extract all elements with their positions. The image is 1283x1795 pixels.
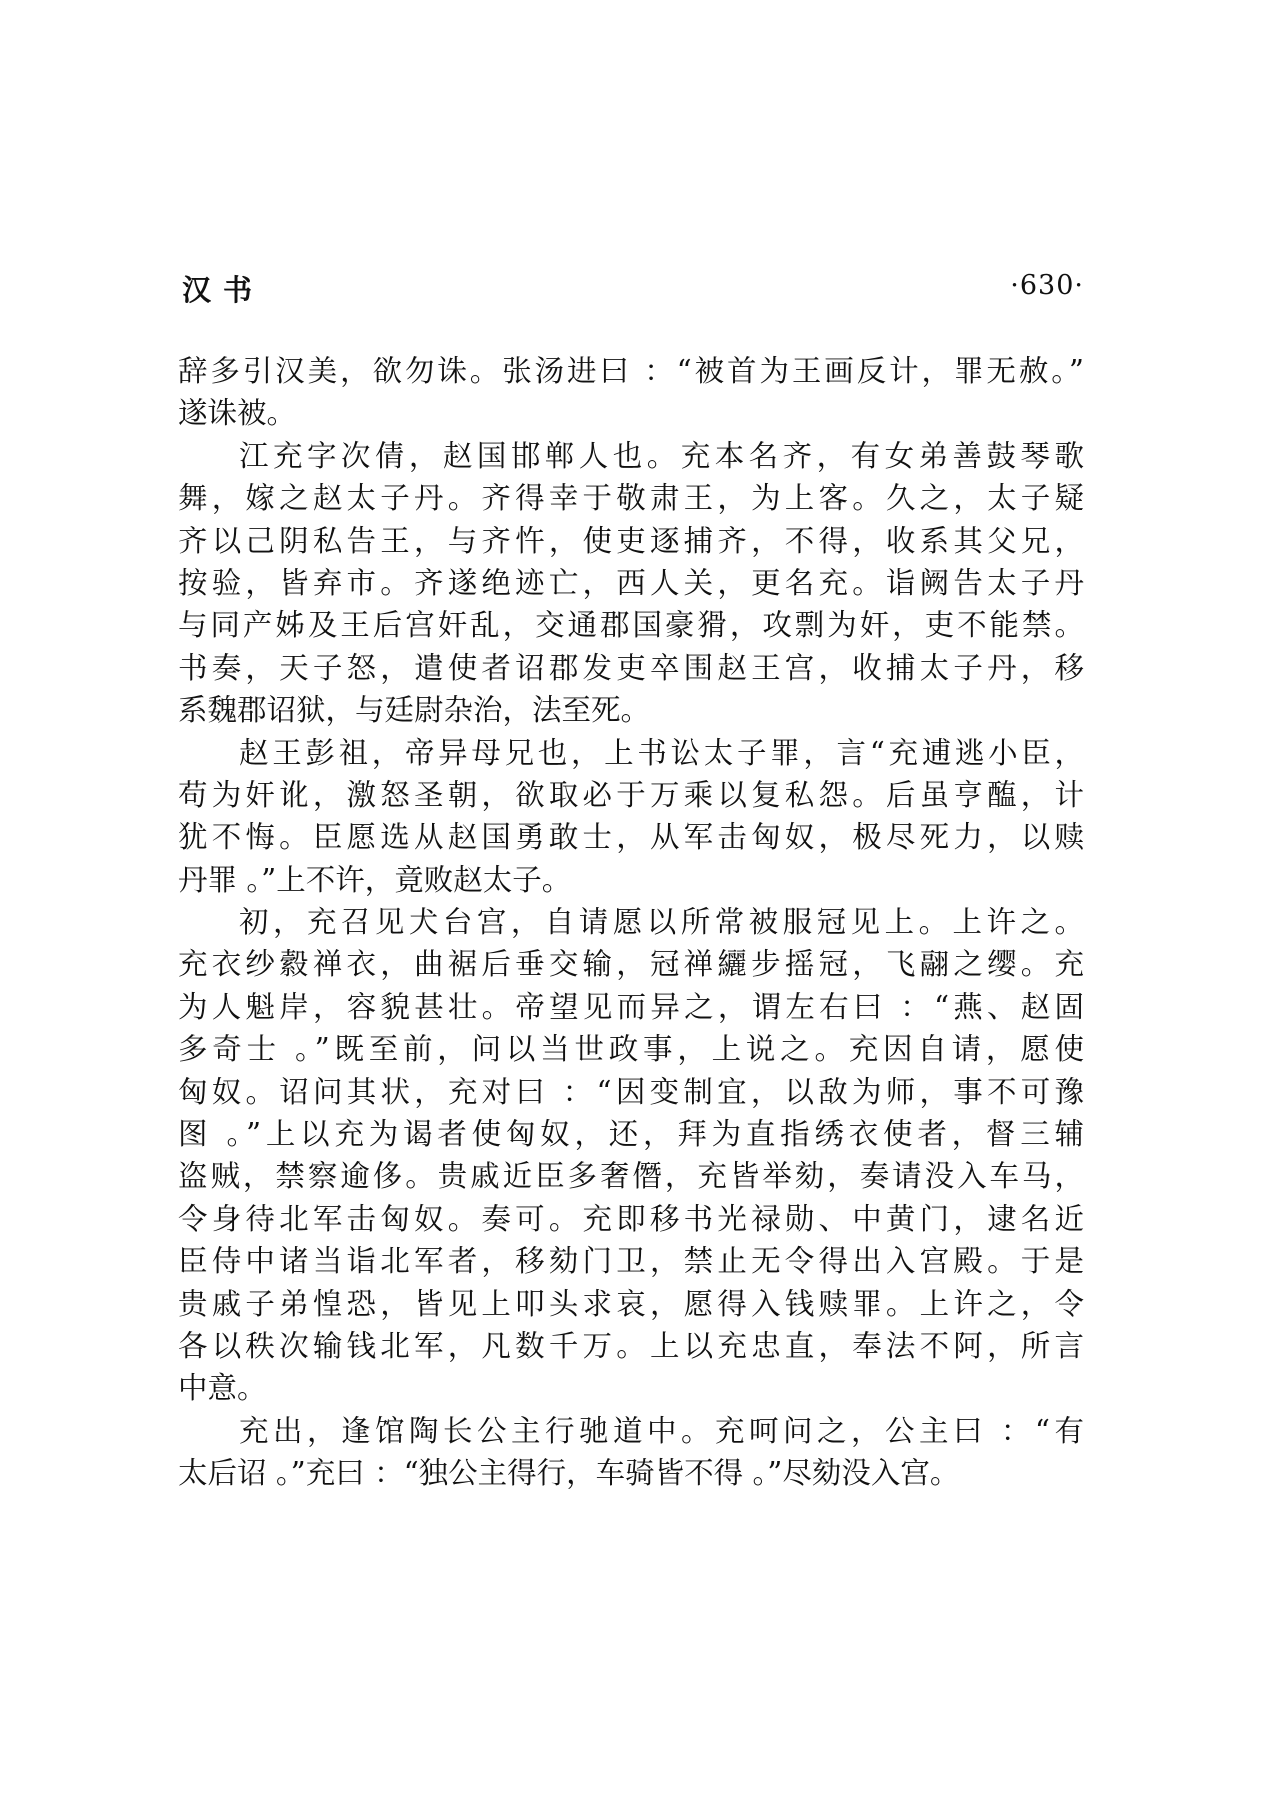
text-line: 齐以己阴私告王，与齐忤，使吏逐捕齐，不得，收系其父兄， <box>178 523 1084 558</box>
running-head <box>178 268 1084 312</box>
text-line: 按验，皆弃市。齐遂绝迹亡，西人关，更名充。诣阙告太子丹 <box>178 565 1084 600</box>
text-line: 盗贼，禁察逾侈。贵戚近臣多奢僭，充皆举劾，奏请没入车马， <box>178 1159 1084 1194</box>
text-line: 令身待北军击匈奴。奏可。充即移书光禄勋、中黄门，逮名近 <box>178 1201 1084 1236</box>
paragraph <box>178 1410 1084 1495</box>
text-line: 图 。”上以充为谒者使匈奴，还，拜为直指绣衣使者，督三辅 <box>178 1117 1084 1152</box>
text-line: 充衣纱縠禅衣，曲裾后垂交输，冠禅纚步摇冠，飞翮之缨。充 <box>178 947 1084 982</box>
text-line: 贵戚子弟惶恐，皆见上叩头求哀，愿得入钱赎罪。上许之，令 <box>178 1286 1084 1321</box>
paragraph <box>178 435 1084 732</box>
text-line: 臣侍中诸当诣北军者，移劾门卫，禁止无令得出入宫殿。于是 <box>178 1244 1084 1279</box>
text-line: 初，充召见犬台宫，自请愿以所常被服冠见上。上许之。 <box>239 905 1084 940</box>
text-line: 系魏郡诏狱，与廷尉杂治，法至死。 <box>178 693 651 728</box>
text-line: 辞多引汉美，欲勿诛。张汤进曰 ：“被首为王画反计，罪无赦。” <box>178 354 1084 388</box>
text-line: 苟为奸讹，激怒圣朝，欲取必于万乘以复私怨。后虽亨醢，计 <box>178 777 1084 812</box>
text-line: 多奇士 。”既至前，问以当世政事，上说之。充因自请，愿使 <box>178 1032 1084 1067</box>
text-line: 为人魁岸，容貌甚壮。帝望见而异之，谓左右曰 ：“燕、赵固 <box>178 989 1084 1024</box>
text-line: 与同产姊及王后宫奸乱，交通郡国豪猾，攻剽为奸，吏不能禁。 <box>178 608 1084 643</box>
text-line: 赵王彭祖，帝异母兄也，上书讼太子罪，言“充逋逃小臣， <box>239 735 1084 770</box>
text-line: 中意。 <box>178 1371 267 1406</box>
page-number: ·630· <box>1010 270 1084 301</box>
body-text <box>178 350 1084 1495</box>
text-line: 江充字次倩，赵国邯郸人也。充本名齐，有女弟善鼓琴歌 <box>239 438 1084 473</box>
paragraph <box>178 350 1084 435</box>
text-line: 匈奴。诏问其状，充对曰 ：“因变制宜，以敌为师，事不可豫 <box>178 1074 1084 1109</box>
paragraph <box>178 901 1084 1410</box>
paragraph <box>178 732 1084 902</box>
text-line: 太后诏 。”充曰 ：“独公主得行，车骑皆不得 。”尽劾没入宫。 <box>178 1456 960 1491</box>
text-line: 各以秩次输钱北军，凡数千万。上以充忠直，奉法不阿，所言 <box>178 1328 1084 1363</box>
text-line: 犹不悔。臣愿选从赵国勇敢士，从军击匈奴，极尽死力，以赎 <box>178 820 1084 855</box>
text-line: 书奏，天子怒，遣使者诏郡发吏卒围赵王宫，收捕太子丹，移 <box>178 650 1084 685</box>
text-line: 遂诛被。 <box>178 396 297 431</box>
text-line: 丹罪 。”上不许，竟败赵太子。 <box>178 862 572 897</box>
book-title: 汉书 <box>182 273 265 307</box>
text-line: 舞，嫁之赵太子丹。齐得幸于敬肃王，为上客。久之，太子疑 <box>178 481 1084 516</box>
text-line: 充出，逢馆陶长公主行驰道中。充呵问之，公主曰 ：“有 <box>239 1413 1084 1448</box>
